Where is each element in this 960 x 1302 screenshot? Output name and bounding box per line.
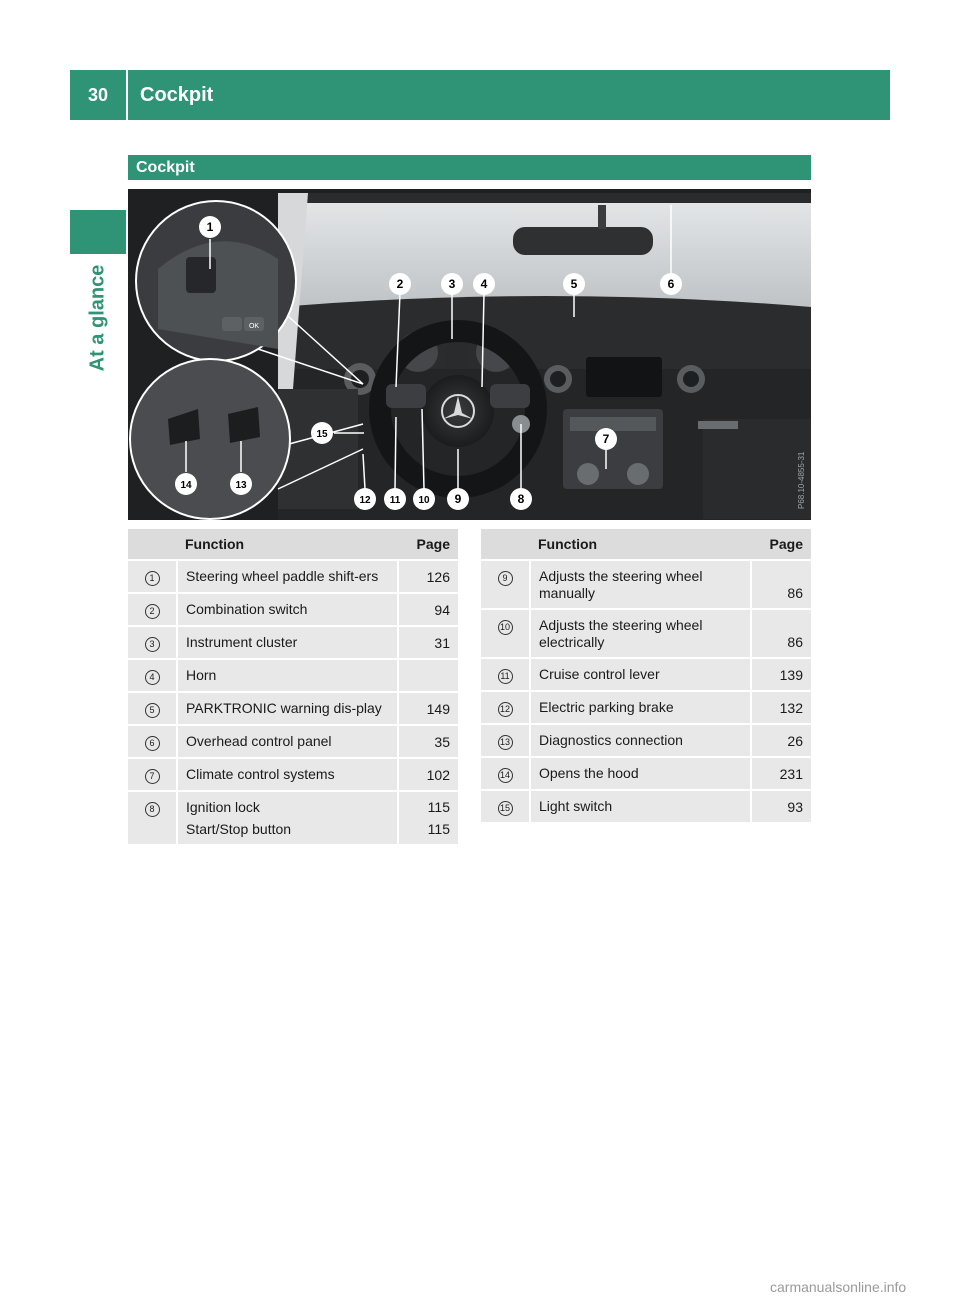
page-header bbox=[70, 70, 890, 120]
table-row bbox=[481, 724, 811, 757]
svg-text:7: 7 bbox=[602, 432, 610, 446]
table-row bbox=[481, 691, 811, 724]
table-row bbox=[128, 791, 458, 845]
function-text: Steering wheel paddle shift-ers bbox=[177, 560, 398, 593]
function-text: Combination switch bbox=[177, 593, 398, 626]
function-text: Instrument cluster bbox=[177, 626, 398, 659]
page-number: 30 bbox=[87, 84, 109, 105]
callout-3 bbox=[441, 273, 463, 295]
svg-text:9: 9 bbox=[454, 492, 462, 506]
function-text: Cruise control lever bbox=[530, 658, 751, 691]
function-text: PARKTRONIC warning dis-play bbox=[177, 692, 398, 725]
callout-6 bbox=[660, 273, 682, 295]
svg-text:13: 13 bbox=[235, 480, 247, 491]
callout-number: 6 bbox=[145, 736, 160, 751]
function-text: Climate control systems bbox=[177, 758, 398, 791]
callout-2 bbox=[389, 273, 411, 295]
page-ref: 94 bbox=[398, 593, 458, 626]
svg-text:14: 14 bbox=[180, 480, 192, 491]
function-text: Adjusts the steering wheel manually bbox=[530, 560, 751, 609]
callout-number: 2 bbox=[145, 604, 160, 619]
svg-text:15: 15 bbox=[316, 429, 328, 440]
page-ref: 139 bbox=[751, 658, 811, 691]
function-text: Ignition lock bbox=[186, 799, 260, 815]
callout-10 bbox=[413, 488, 435, 510]
callout-13 bbox=[230, 473, 252, 495]
table-row bbox=[128, 560, 458, 593]
table-row bbox=[481, 658, 811, 691]
callout-12 bbox=[354, 488, 376, 510]
page-ref: 231 bbox=[751, 757, 811, 790]
svg-text:1: 1 bbox=[206, 220, 214, 234]
table-header-blank bbox=[128, 529, 177, 560]
callout-4 bbox=[473, 273, 495, 295]
function-text: Electric parking brake bbox=[530, 691, 751, 724]
table-row bbox=[481, 790, 811, 823]
callout-number: 14 bbox=[498, 768, 513, 783]
page-ref-sub: 115 bbox=[427, 821, 450, 837]
callout-number: 11 bbox=[498, 669, 513, 684]
callout-number: 5 bbox=[145, 703, 160, 718]
callout-number: 15 bbox=[498, 801, 513, 816]
callout-8 bbox=[510, 488, 532, 510]
page-ref: 93 bbox=[751, 790, 811, 823]
function-text: Diagnostics connection bbox=[530, 724, 751, 757]
callout-9 bbox=[447, 488, 469, 510]
table-header-function: Function bbox=[530, 529, 751, 560]
table-row bbox=[128, 626, 458, 659]
svg-text:3: 3 bbox=[448, 277, 456, 291]
callout-number: 1 bbox=[145, 571, 160, 586]
page-ref: 126 bbox=[398, 560, 458, 593]
svg-text:4: 4 bbox=[480, 277, 488, 291]
footer-watermark: carmanualsonline.info bbox=[770, 1279, 907, 1295]
callout-5 bbox=[563, 273, 585, 295]
callout-7 bbox=[595, 428, 617, 450]
table-row bbox=[481, 757, 811, 790]
function-text: Adjusts the steering wheel electrically bbox=[530, 609, 751, 658]
callout-number: 7 bbox=[145, 769, 160, 784]
page-ref: 86 bbox=[751, 609, 811, 658]
page-ref: 26 bbox=[751, 724, 811, 757]
function-text: Horn bbox=[177, 659, 398, 692]
function-text: Opens the hood bbox=[530, 757, 751, 790]
svg-text:10: 10 bbox=[418, 495, 430, 506]
function-text: Overhead control panel bbox=[177, 725, 398, 758]
page-ref bbox=[398, 659, 458, 692]
svg-text:8: 8 bbox=[517, 492, 525, 506]
page-ref: 115 bbox=[427, 799, 450, 815]
table-header-blank bbox=[481, 529, 530, 560]
table-row bbox=[481, 609, 811, 658]
table-row bbox=[128, 593, 458, 626]
page-ref: 149 bbox=[398, 692, 458, 725]
callout-number: 9 bbox=[498, 571, 513, 586]
callout-1 bbox=[199, 216, 221, 238]
callout-15 bbox=[311, 422, 333, 444]
svg-text:11: 11 bbox=[389, 495, 401, 506]
page-ref: 86 bbox=[751, 560, 811, 609]
function-table-right bbox=[481, 529, 811, 824]
svg-text:2: 2 bbox=[396, 277, 404, 291]
sidebar-tab-marker bbox=[70, 210, 126, 254]
table-header-function: Function bbox=[177, 529, 398, 560]
callout-11 bbox=[384, 488, 406, 510]
svg-text:6: 6 bbox=[667, 277, 675, 291]
callout-number: 13 bbox=[498, 735, 513, 750]
table-row bbox=[128, 725, 458, 758]
table-row bbox=[128, 659, 458, 692]
callout-number: 10 bbox=[498, 620, 513, 635]
callout-number: 12 bbox=[498, 702, 513, 717]
cockpit-photo bbox=[128, 189, 811, 520]
table-header-page: Page bbox=[398, 529, 458, 560]
function-text: Light switch bbox=[530, 790, 751, 823]
header-title: Cockpit bbox=[140, 83, 214, 106]
image-code: P68.10-4855-31 bbox=[797, 451, 806, 509]
table-header-page: Page bbox=[751, 529, 811, 560]
section-title: Cockpit bbox=[128, 155, 811, 180]
callout-14 bbox=[175, 473, 197, 495]
page-ref: 31 bbox=[398, 626, 458, 659]
callout-number: 4 bbox=[145, 670, 160, 685]
page-ref: 102 bbox=[398, 758, 458, 791]
page-ref: 35 bbox=[398, 725, 458, 758]
function-subtext: Start/Stop button bbox=[186, 821, 292, 837]
callout-number: 3 bbox=[145, 637, 160, 652]
table-row bbox=[128, 692, 458, 725]
ok-button-label: OK bbox=[248, 323, 260, 330]
table-row bbox=[128, 758, 458, 791]
callout-number: 8 bbox=[145, 802, 160, 817]
sidebar-section-label: At a glance bbox=[86, 264, 109, 372]
function-table-left bbox=[128, 529, 458, 846]
page-ref: 132 bbox=[751, 691, 811, 724]
table-row bbox=[481, 560, 811, 609]
svg-text:12: 12 bbox=[359, 495, 371, 506]
svg-text:5: 5 bbox=[570, 277, 578, 291]
